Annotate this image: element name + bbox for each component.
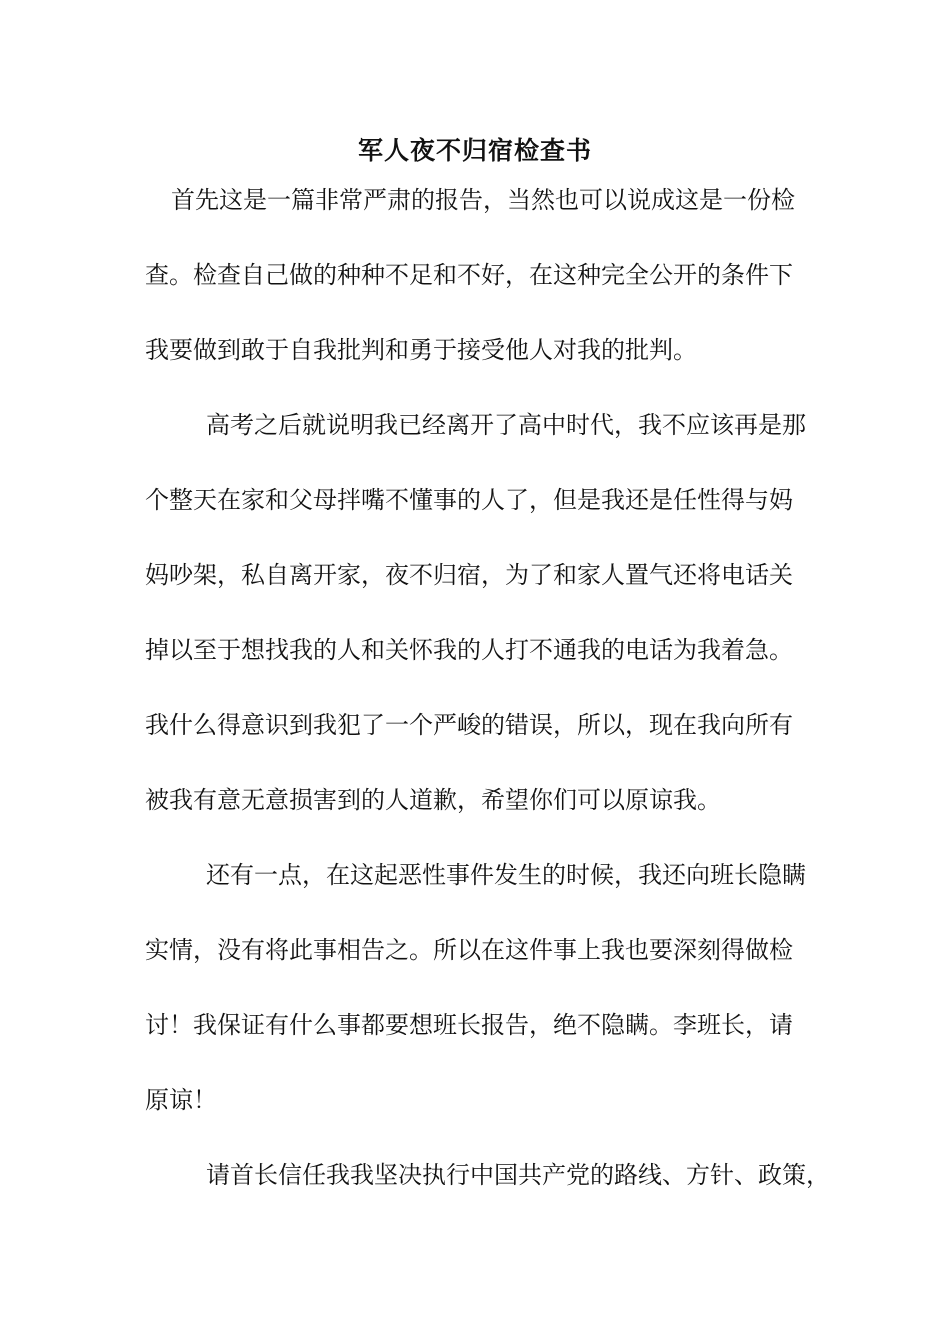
paragraph-line: 还有一点，在这起恶性事件发生的时候，我还向班长隐瞒 <box>206 861 806 889</box>
document-body <box>145 182 830 1232</box>
paragraph-line: 个整天在家和父母拌嘴不懂事的人了，但是我还是任性得与妈 <box>145 486 793 514</box>
paragraph-line: 讨！我保证有什么事都要想班长报告，绝不隐瞒。李班长，请 <box>145 1011 793 1039</box>
paragraph-line: 首先这是一篇非常严肃的报告，当然也可以说成这是一份检 <box>171 186 795 214</box>
paragraph-line: 高考之后就说明我已经离开了高中时代，我不应该再是那 <box>206 411 806 439</box>
paragraph-line: 查。检查自己做的种种不足和不好，在这种完全公开的条件下 <box>145 261 793 289</box>
paragraph-line: 掉以至于想找我的人和关怀我的人打不通我的电话为我着急。 <box>145 636 793 664</box>
paragraph-line: 妈吵架，私自离开家，夜不归宿，为了和家人置气还将电话关 <box>145 561 793 589</box>
paragraph-line: 我什么得意识到我犯了一个严峻的错误，所以，现在我向所有 <box>145 711 793 739</box>
paragraph-line: 我要做到敢于自我批判和勇于接受他人对我的批判。 <box>145 336 697 364</box>
document-title: 军人夜不归宿检查书 <box>357 136 592 165</box>
paragraph-line: 请首长信任我我坚决执行中国共产党的路线、方针、政策， <box>206 1161 830 1189</box>
paragraph-line: 实情，没有将此事相告之。所以在这件事上我也要深刻得做检 <box>145 936 793 964</box>
paragraph-line: 原谅！ <box>145 1086 217 1114</box>
paragraph-line: 被我有意无意损害到的人道歉，希望你们可以原谅我。 <box>145 786 721 814</box>
